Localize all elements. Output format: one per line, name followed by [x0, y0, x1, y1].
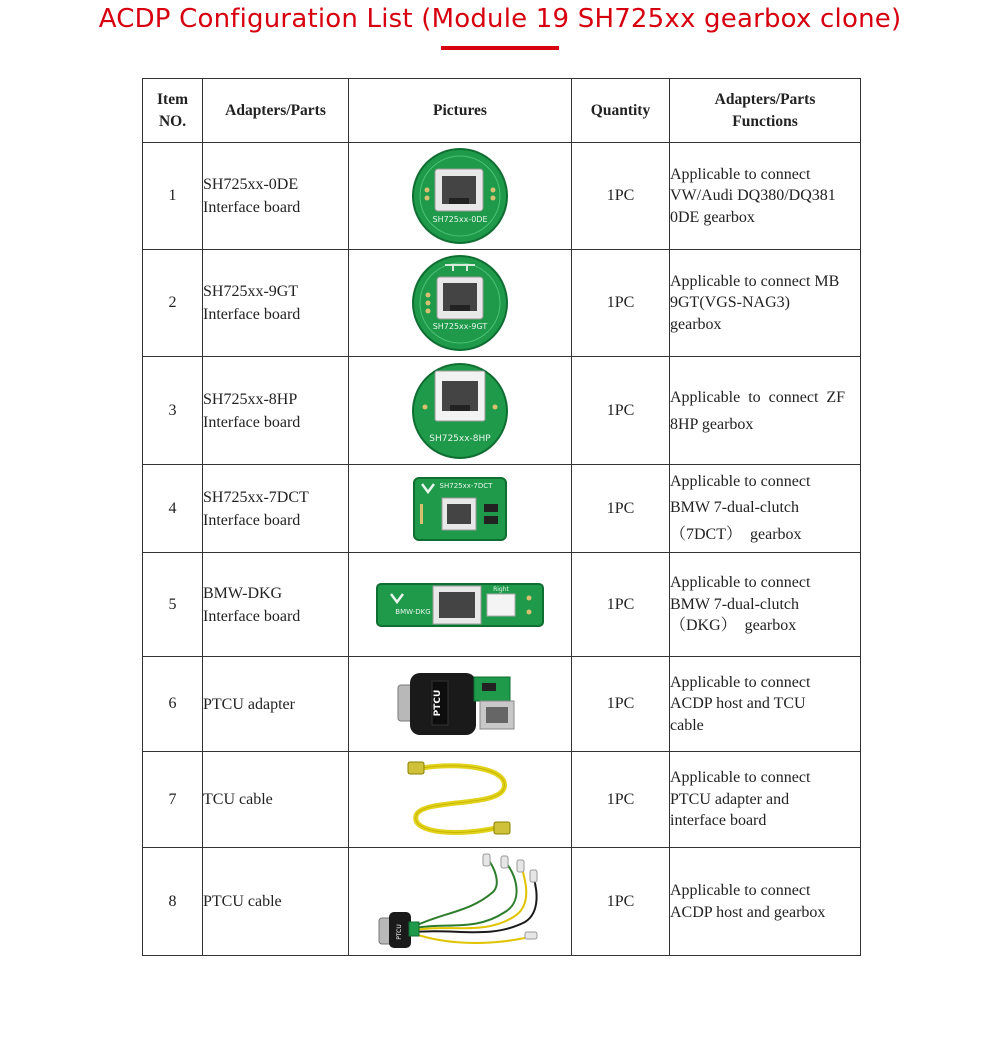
board-label: BMW-DKG: [395, 607, 431, 616]
part-name: BMW-DKG Interface board: [203, 553, 349, 657]
header-quantity: Quantity: [572, 79, 670, 143]
board-label: SH725xx-9GT: [432, 322, 488, 331]
part-picture: [349, 553, 572, 657]
board-label-right: Right: [493, 585, 509, 593]
cable-label: PTCU: [396, 923, 403, 940]
part-picture: [349, 357, 572, 465]
item-number: 7: [143, 752, 203, 848]
part-picture: [349, 143, 572, 250]
part-picture: [349, 848, 572, 956]
function-description: Applicable to connect ZF 8HP gearbox: [670, 357, 861, 465]
table-row: [143, 465, 861, 553]
page-title: ACDP Configuration List (Module 19 SH725xx gearbox clone): [98, 4, 902, 34]
function-description: Applicable to connect MB 9GT(VGS-NAG3) gearbox: [670, 250, 861, 357]
round-pcb-board-image: [405, 361, 515, 461]
table-row: [143, 752, 861, 848]
quantity: 1PC: [572, 553, 670, 657]
quantity: 1PC: [572, 465, 670, 553]
part-picture: [349, 752, 572, 848]
part-name: SH725xx-7DCT Interface board: [203, 465, 349, 553]
board-label: SH725xx-8HP: [429, 433, 491, 444]
function-description: Applicable to connect ACDP host and gearbox: [670, 848, 861, 956]
table-row: [143, 553, 861, 657]
long-pcb-board-image: [375, 580, 545, 630]
quantity: 1PC: [572, 657, 670, 752]
board-label: SH725xx-0DE: [432, 215, 488, 224]
part-picture: [349, 250, 572, 357]
function-description: Applicable to connect VW/Audi DQ380/DQ381 0DE gearbox: [670, 143, 861, 250]
configuration-table: [142, 78, 861, 956]
part-picture: [349, 465, 572, 553]
round-pcb-board-image: [405, 146, 515, 246]
yellow-cable-image: [400, 758, 520, 842]
round-pcb-board-image: [405, 253, 515, 353]
table-row: [143, 250, 861, 357]
function-description: Applicable to connect BMW 7-dual-clutch （7DCT） gearbox: [670, 465, 861, 553]
table-row: [143, 143, 861, 250]
item-number: 6: [143, 657, 203, 752]
part-name: SH725xx-8HP Interface board: [203, 357, 349, 465]
table-row: [143, 848, 861, 956]
title-underline: [441, 46, 559, 50]
item-number: 5: [143, 553, 203, 657]
function-description: Applicable to connect BMW 7-dual-clutch （DKG） gearbox: [670, 553, 861, 657]
quantity: 1PC: [572, 848, 670, 956]
board-label: SH725xx-7DCT: [439, 481, 493, 490]
rect-pcb-board-image: [412, 474, 508, 544]
header-pictures: Pictures: [349, 79, 572, 143]
table-row: [143, 357, 861, 465]
part-name: PTCU adapter: [203, 657, 349, 752]
part-name: TCU cable: [203, 752, 349, 848]
quantity: 1PC: [572, 143, 670, 250]
function-description: Applicable to connect PTCU adapter and interface board: [670, 752, 861, 848]
header-row: [143, 79, 861, 143]
adapter-label: PTCU: [433, 689, 443, 717]
header-item-no: Item NO.: [143, 79, 203, 143]
item-number: 2: [143, 250, 203, 357]
item-number: 4: [143, 465, 203, 553]
function-description: Applicable to connect ACDP host and TCU cable: [670, 657, 861, 752]
wire-harness-image: [375, 852, 545, 952]
item-number: 8: [143, 848, 203, 956]
part-name: PTCU cable: [203, 848, 349, 956]
part-name: SH725xx-0DE Interface board: [203, 143, 349, 250]
quantity: 1PC: [572, 250, 670, 357]
ptcu-adapter-image: [390, 663, 530, 745]
item-number: 3: [143, 357, 203, 465]
quantity: 1PC: [572, 357, 670, 465]
part-name: SH725xx-9GT Interface board: [203, 250, 349, 357]
part-picture: [349, 657, 572, 752]
quantity: 1PC: [572, 752, 670, 848]
item-number: 1: [143, 143, 203, 250]
header-functions: Adapters/Parts Functions: [670, 79, 861, 143]
header-parts: Adapters/Parts: [203, 79, 349, 143]
table-row: [143, 657, 861, 752]
